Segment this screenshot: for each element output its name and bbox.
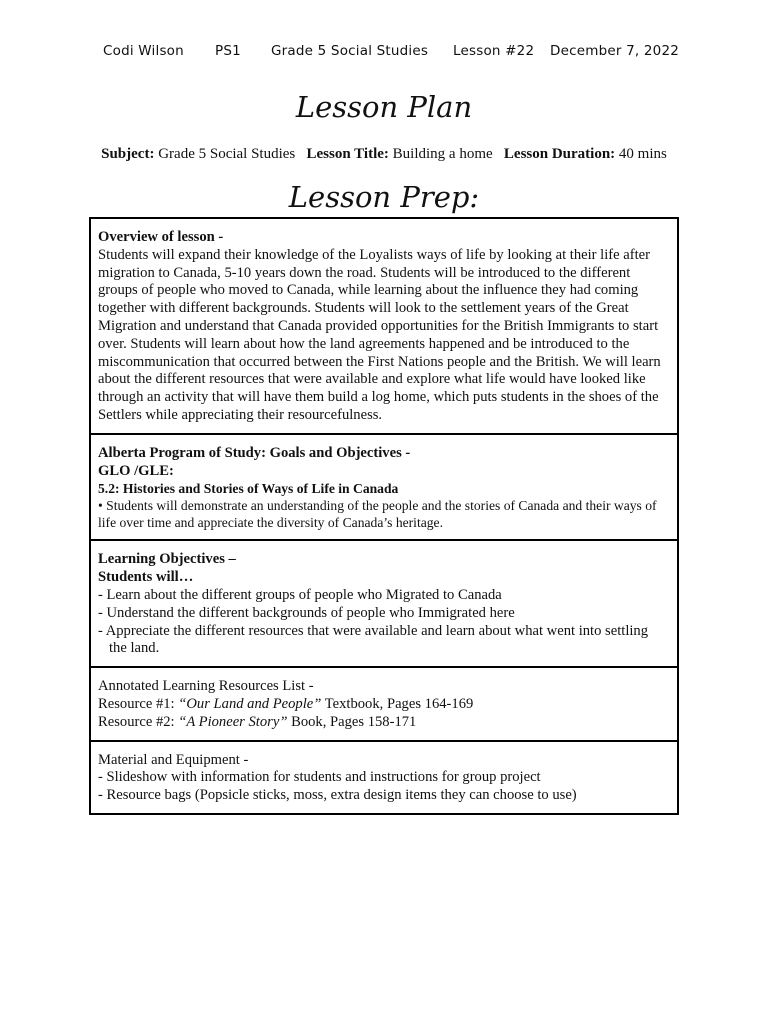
section-heading-prep: Lesson Prep: [288, 180, 480, 214]
materials-heading: Material and Equipment - [98, 751, 249, 768]
overview-cell [91, 219, 677, 435]
material-item: - Slideshow with information for students and instructions for group project [98, 769, 541, 786]
glo-label: GLO /GLE: [98, 462, 174, 479]
class-code: PS1 [215, 43, 241, 59]
resources-cell [91, 668, 677, 741]
resource-2-title: “A Pioneer Story” [178, 713, 288, 730]
lesson-title-value: Building a home [392, 146, 493, 162]
resource-1 [98, 696, 670, 714]
lesson-number: Lesson #22 [453, 43, 535, 59]
duration-label: Lesson Duration: [503, 146, 616, 162]
outcome-title: 5.2: Histories and Stories of Ways of Life in Canada [98, 481, 399, 497]
objective-item-continued: the land. [109, 640, 160, 657]
lesson-title-label: Lesson Title: [306, 146, 389, 162]
lesson-prep-table [89, 217, 679, 815]
resources-heading: Annotated Learning Resources List - [98, 678, 314, 695]
author-name: Codi Wilson [103, 43, 184, 59]
document-header [0, 43, 768, 63]
page-title: Lesson Plan [295, 90, 473, 124]
subject-label: Subject: [101, 146, 155, 162]
objectives-heading: Learning Objectives – [98, 551, 236, 568]
duration-value: 40 mins [618, 146, 667, 162]
resource-2 [98, 714, 670, 732]
program-cell [91, 435, 677, 542]
resource-2-label: Resource #2: [98, 713, 179, 730]
resource-1-detail: Textbook, Pages 164-169 [321, 695, 474, 712]
outcome-bullet: • Students will demonstrate an understanding of the people and the stories of Canada and their ways of life over time and appreciate the diversity of Canada’s heritage. [98, 498, 657, 531]
lesson-date: December 7, 2022 [550, 43, 680, 59]
resource-1-title: “Our Land and People” [178, 695, 322, 712]
subject-value: Grade 5 Social Studies [158, 146, 296, 162]
resource-1-label: Resource #1: [98, 695, 179, 712]
materials-cell [91, 742, 677, 813]
subject-line [0, 146, 768, 163]
objectives-cell [91, 541, 677, 668]
program-heading: Alberta Program of Study: Goals and Objectives - [98, 444, 411, 461]
overview-text: Students will expand their knowledge of the Loyalists ways of life by looking at their life after migration to Canada, 5-10 years down the road. Students will be introduced to the different groups of people who moved to Canada, while learning about the influence they had coming together with different backgrounds. Students will look to the settlement years of the Great Migration and understand that Canada provided opportunities for the British Immigrants to start over. Students will learn about how the land agreements happened and be introduced to the miscommunication that occurred between the First Nations people and the British. We will learn about the different resources that were available and explore what life would have looked like through an activity that will have them build a log home, which puts students in the shoes of the Settlers while appreciating their resourcefulness. [98, 246, 661, 423]
resource-2-detail: Book, Pages 158-171 [287, 713, 417, 730]
objective-item: - Learn about the different groups of people who Migrated to Canada [98, 586, 502, 603]
objectives-subheading: Students will… [98, 569, 194, 586]
objective-item: - Understand the different backgrounds of people who Immigrated here [98, 604, 515, 621]
material-item: - Resource bags (Popsicle sticks, moss, extra design items they can choose to use) [98, 787, 577, 804]
course-name: Grade 5 Social Studies [271, 43, 429, 59]
overview-heading: Overview of lesson - [98, 229, 224, 245]
objective-item: - Appreciate the different resources that were available and learn about what went into settling [98, 622, 649, 639]
